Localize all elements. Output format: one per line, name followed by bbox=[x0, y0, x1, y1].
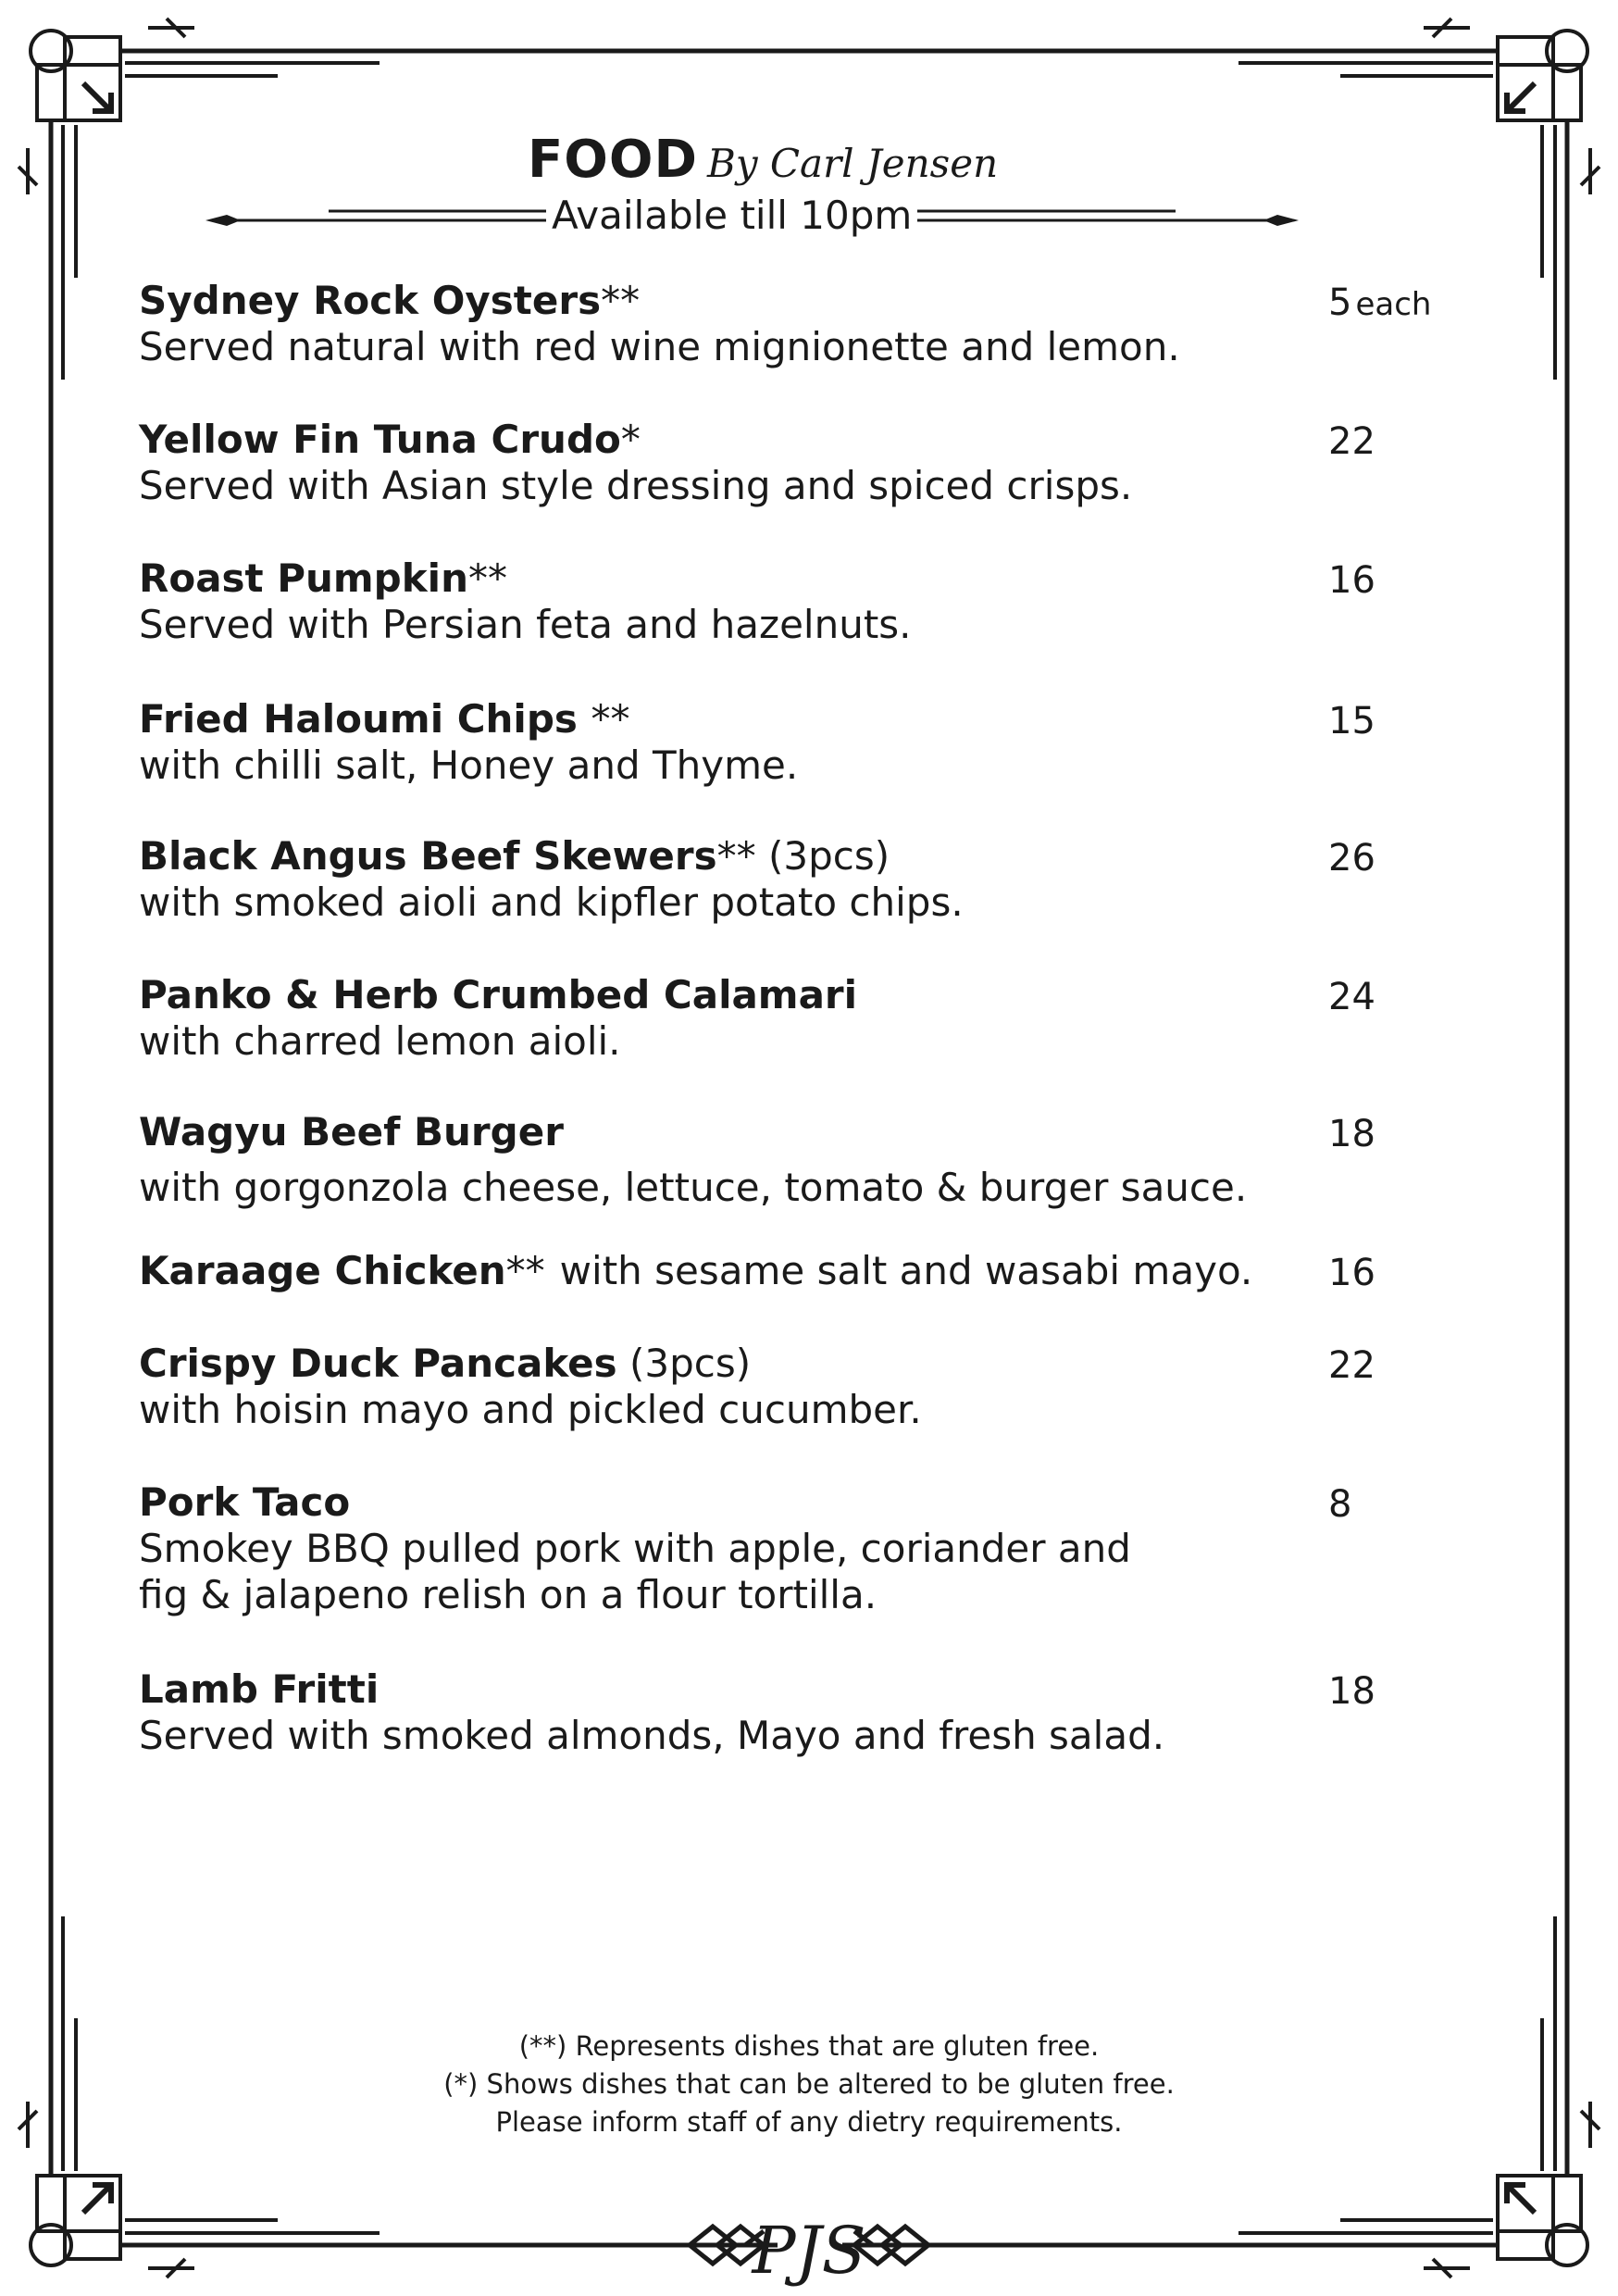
menu-item-portion: (3pcs) bbox=[755, 833, 890, 879]
menu-item-title-line bbox=[139, 555, 1472, 602]
footnote-inform-staff: Please inform staff of any dietry requirements. bbox=[495, 2106, 1123, 2138]
menu-item-description: with hoisin mayo and pickled cucumber. bbox=[139, 1387, 922, 1432]
page-title: FOOD bbox=[528, 130, 698, 190]
menu-item-name: Roast Pumpkin bbox=[139, 555, 468, 601]
menu-item-description: with chilli salt, Honey and Thyme. bbox=[139, 742, 799, 788]
menu-item-description: with smoked aioli and kipfler potato chips. bbox=[139, 880, 964, 925]
menu-item-price bbox=[1328, 557, 1379, 605]
menu-item-price bbox=[1328, 1481, 1355, 1529]
menu-item-name: Fried Haloumi Chips bbox=[139, 696, 591, 742]
menu-item-price bbox=[1328, 1342, 1379, 1391]
menu-item-title-line bbox=[139, 1109, 1472, 1155]
menu-item-description: Served with Asian style dressing and spiced crisps. bbox=[139, 463, 1133, 508]
menu-item bbox=[139, 1341, 1472, 1433]
title-line bbox=[528, 130, 998, 190]
menu-item bbox=[139, 278, 1472, 370]
menu-item-name: Panko & Herb Crumbed Calamari bbox=[139, 972, 858, 1017]
menu-item bbox=[139, 972, 1472, 1065]
menu-item-title-line bbox=[139, 833, 1472, 880]
price-value: 24 bbox=[1328, 976, 1375, 1018]
availability-note: Available till 10pm bbox=[546, 193, 917, 238]
menu-item-price bbox=[1328, 835, 1379, 883]
menu-item-description: Served with smoked almonds, Mayo and fresh salad. bbox=[139, 1713, 1165, 1758]
menu-item-description: with gorgonzola cheese, lettuce, tomato & burger sauce. bbox=[139, 1165, 1248, 1210]
menu-item-price bbox=[1328, 1111, 1379, 1159]
menu-item-name: Karaage Chicken bbox=[139, 1248, 506, 1293]
menu-item-description: Served with Persian feta and hazelnuts. bbox=[139, 602, 912, 647]
price-value: 22 bbox=[1328, 420, 1375, 463]
availability-row bbox=[0, 193, 1618, 248]
price-value: 26 bbox=[1328, 837, 1375, 880]
gluten-free-mark: ** bbox=[505, 1248, 545, 1293]
price-value: 5 bbox=[1328, 281, 1352, 324]
price-value: 8 bbox=[1328, 1483, 1352, 1526]
menu-item bbox=[139, 1666, 1472, 1759]
logo-monogram: PJS bbox=[752, 2213, 866, 2289]
gluten-free-mark: ** bbox=[601, 278, 641, 323]
gluten-free-mark: ** bbox=[467, 555, 507, 601]
price-value: 16 bbox=[1328, 559, 1375, 602]
menu-item-name: Pork Taco bbox=[139, 1479, 351, 1525]
menu-item-name: Wagyu Beef Burger bbox=[139, 1109, 564, 1154]
menu-item-name: Lamb Fritti bbox=[139, 1666, 380, 1712]
price-value: 18 bbox=[1328, 1113, 1375, 1155]
menu-item-title-line bbox=[139, 1341, 1472, 1387]
menu-item-description: with charred lemon aioli. bbox=[139, 1018, 621, 1064]
footnote-altered-gluten-free: (*) Shows dishes that can be altered to be gluten free. bbox=[443, 2068, 1175, 2100]
price-unit: each bbox=[1355, 286, 1432, 323]
menu-item-price bbox=[1328, 1250, 1379, 1298]
price-value: 22 bbox=[1328, 1344, 1375, 1387]
menu-item bbox=[139, 833, 1472, 926]
menu-item-description: Served natural with red wine mignionette and lemon. bbox=[139, 324, 1180, 369]
menu-item-title-line bbox=[139, 278, 1472, 324]
corner-ornament-top-right bbox=[1424, 19, 1599, 194]
menu-item-name: Yellow Fin Tuna Crudo bbox=[139, 417, 621, 462]
menu-item-price bbox=[1328, 280, 1431, 328]
menu-item bbox=[139, 555, 1472, 648]
menu-item-title-line bbox=[139, 696, 1472, 742]
menu-item-title-line bbox=[139, 1666, 1472, 1713]
price-value: 18 bbox=[1328, 1670, 1375, 1713]
menu-item-price bbox=[1328, 974, 1379, 1022]
corner-ornament-top-left bbox=[19, 19, 194, 194]
menu-item-description: with sesame salt and wasabi mayo. bbox=[559, 1248, 1253, 1293]
gluten-free-mark: * bbox=[620, 417, 641, 462]
menu-item-title-line bbox=[139, 417, 1472, 463]
menu-item-name: Sydney Rock Oysters bbox=[139, 278, 602, 323]
gluten-free-mark: ** bbox=[716, 833, 756, 879]
menu-item-price bbox=[1328, 418, 1379, 467]
menu-item-title-line bbox=[139, 1479, 1472, 1526]
menu-item-portion: (3pcs) bbox=[616, 1341, 752, 1386]
chef-byline: By Carl Jensen bbox=[706, 141, 999, 186]
footnote-gluten-free: (**) Represents dishes that are gluten free. bbox=[518, 2030, 1100, 2062]
price-value: 16 bbox=[1328, 1252, 1375, 1294]
menu-item-title-line bbox=[139, 1248, 1472, 1294]
price-value: 15 bbox=[1328, 700, 1375, 742]
menu-item-name: Crispy Duck Pancakes bbox=[139, 1341, 617, 1386]
menu-item bbox=[139, 696, 1472, 789]
menu-item-name: Black Angus Beef Skewers bbox=[139, 833, 717, 879]
menu-item bbox=[139, 417, 1472, 509]
menu-item bbox=[139, 1248, 1472, 1294]
gluten-free-mark: ** bbox=[591, 696, 630, 742]
menu-item bbox=[139, 1109, 1472, 1211]
menu-item-title-line bbox=[139, 972, 1472, 1018]
dietary-footnote bbox=[0, 2028, 1618, 2141]
menu-item-price bbox=[1328, 1668, 1379, 1716]
menu-item bbox=[139, 1479, 1472, 1618]
menu-item-price bbox=[1328, 698, 1379, 746]
menu-item-description: Smokey BBQ pulled pork with apple, coriander and fig & jalapeno relish on a flour tortilla. bbox=[139, 1526, 1131, 1617]
